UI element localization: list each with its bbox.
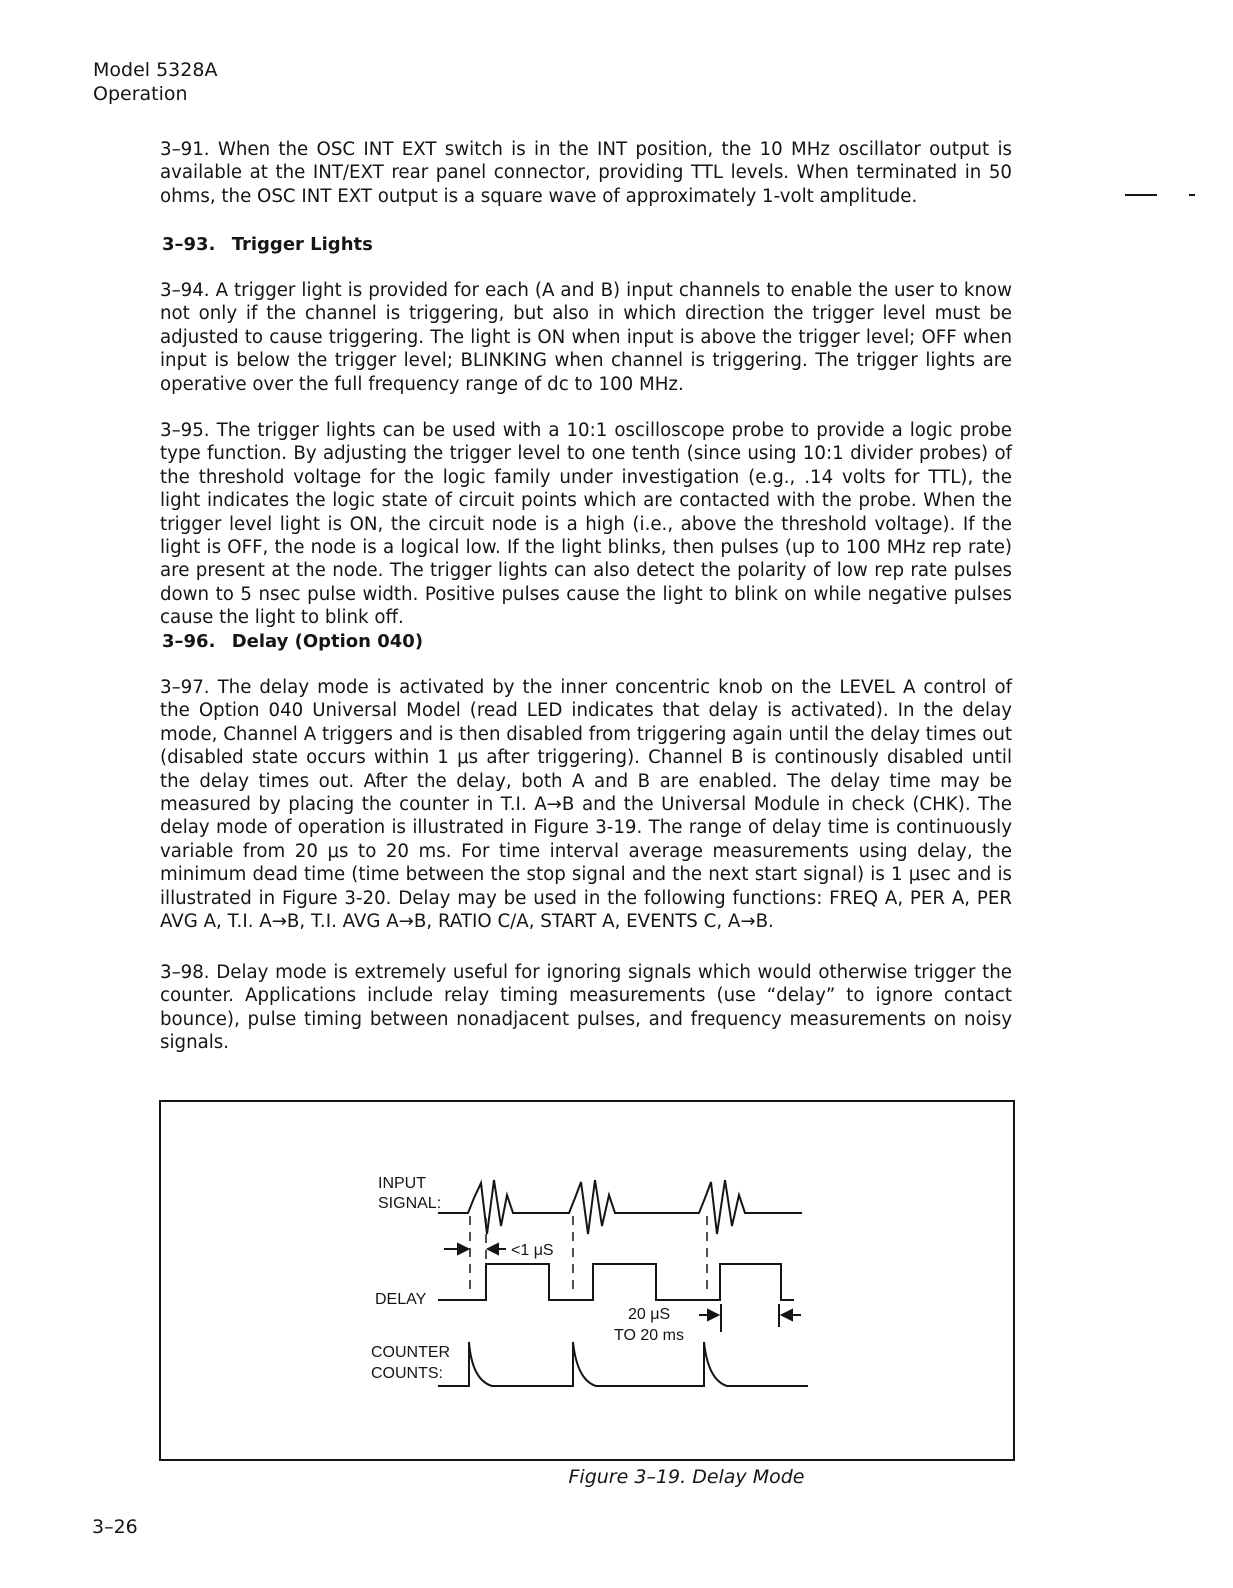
delay-waveform	[438, 1264, 794, 1300]
paragraph-3-94: 3–94. A trigger light is provided for each (A and B) input channels to enable the user to know not only if the channel is triggering, but also in which direction the trigger level must be adjusted to cause triggering. The light is ON when input is above the trigger level; OFF when input is below the trigger level; BLINKING when channel is triggering. The trigger lights are operative over the full frequency range of dc to 100 MHz.	[160, 280, 1012, 395]
figure-3-19-frame	[159, 1100, 1015, 1461]
heading-trigger-lights	[162, 234, 373, 255]
heading-delay-option	[162, 631, 423, 652]
page-number: 3–26	[92, 1516, 138, 1538]
heading-title: Delay (Option 040)	[231, 631, 424, 652]
section-label: Operation	[93, 83, 188, 105]
heading-title: Trigger Lights	[231, 234, 373, 255]
paragraph-3-95: 3–95. The trigger lights can be used with a 10:1 oscilloscope probe to provide a logic probe type function. By adjusting the trigger level to one tenth (since using 10:1 divider probes) of the threshold voltage for the logic family under investigation (e.g., .14 volts for TTL), the light indicates the logic state of circuit points which are contacted with the probe. When the trigger level light is ON, the circuit node is a high (i.e., above the threshold voltage). If the light is OFF, the node is a logical low. If the light blinks, then pulses (up to 100 MHz rep rate) are present at the node. The trigger lights can also detect the polarity of low rep rate pulses down to 5 nsec pulse width. Positive pulses cause the light to blink on while negative pulses cause the light to blink off.	[160, 420, 1012, 629]
small-delay-arrows	[444, 1244, 506, 1254]
input-signal-label-line1: INPUT	[378, 1175, 426, 1192]
delay-label: DELAY	[375, 1291, 427, 1308]
paragraph-3-98: 3–98. Delay mode is extremely useful for ignoring signals which would otherwise trigger the counter. Applications include relay timing measurements (use “delay” to ignore contact bounce), pulse timing between nonadjacent pulses, and frequency measurements on noisy signals.	[160, 962, 1012, 1054]
small-delay-label: <1 μS	[511, 1242, 554, 1259]
delay-range-arrows	[699, 1304, 801, 1332]
delay-range-label-line1: 20 μS	[628, 1306, 671, 1323]
counter-counts-label-line1: COUNTER	[371, 1344, 451, 1361]
input-signal-waveform	[438, 1180, 802, 1234]
margin-change-bar	[1125, 194, 1157, 196]
counter-counts-label-line2: COUNTS:	[371, 1365, 443, 1382]
input-signal-label-line2: SIGNAL:	[378, 1195, 442, 1212]
counter-counts-waveform	[438, 1342, 808, 1386]
delay-range-label-line2: TO 20 ms	[614, 1327, 684, 1344]
paragraph-3-91: 3–91. When the OSC INT EXT switch is in the INT position, the 10 MHz oscillator output is available at the INT/EXT rear panel connector, providing TTL levels. When terminated in 50 ohms, the OSC INT EXT output is a square wave of approximately 1-volt amplitude.	[160, 139, 1012, 207]
paragraph-3-97: 3–97. The delay mode is activated by the inner concentric knob on the LEVEL A control of the Option 040 Universal Model (read LED indicates that delay is activated). In the delay mode, Channel A triggers and is then disabled from triggering again until the delay times out (disabled state occurs within 1 μs after triggering). Channel B is continously disabled until the delay times out. After the delay, both A and B are enabled. The delay time may be measured by placing the counter in T.I. A→B and the Universal Module in check (CHK). The delay mode of operation is illustrated in Figure 3-19. The range of delay time is continuously variable from 20 μs to 20 ms. For time interval average measurements using delay, the minimum dead time (time between the stop signal and the next start signal) is 1 μsec and is illustrated in Figure 3-20. Delay may be used in the following functions: FREQ A, PER A, PER AVG A, T.I. A→B, T.I. AVG A→B, RATIO C/A, START A, EVENTS C, A→B.	[160, 677, 1012, 933]
heading-number: 3–96.	[162, 631, 216, 652]
margin-change-dot	[1189, 194, 1195, 196]
model-label: Model 5328A	[93, 59, 218, 81]
delay-mode-diagram	[161, 1102, 1013, 1459]
figure-caption: Figure 3–19. Delay Mode	[568, 1466, 805, 1488]
heading-number: 3–93.	[162, 234, 216, 255]
page-header	[93, 58, 217, 106]
